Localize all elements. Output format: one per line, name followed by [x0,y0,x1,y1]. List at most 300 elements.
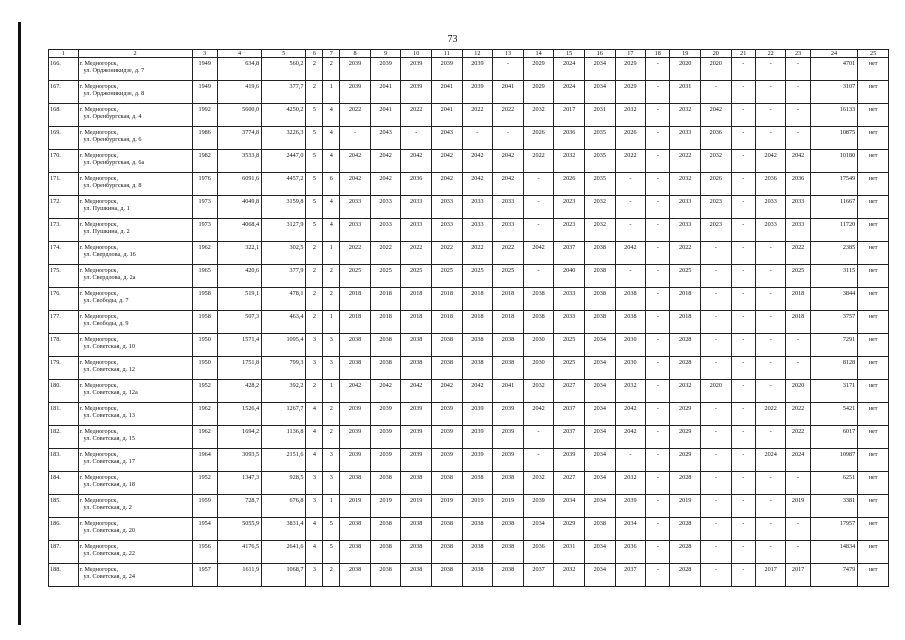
address-street: ул. Советская, д. 12 [83,366,135,374]
value-cell: 2041 [370,81,401,104]
address-city: г. Медногорск, [79,382,118,389]
total-cost-cell: 3381 [810,495,857,518]
value-cell: 2038 [340,518,371,541]
total-cost-cell: 8128 [810,357,857,380]
value-cell: - [755,311,786,334]
value-cell: 2042 [462,150,493,173]
address-street: ул. Советская, д. 24 [83,573,135,581]
column-number-cell: 3 [192,50,217,58]
column-number-cell: 16 [584,50,615,58]
value-cell: 1952 [192,380,217,403]
value-cell: 2038 [493,334,524,357]
value-cell: 2022 [401,242,432,265]
value-cell: 2038 [401,541,432,564]
address-city: г. Медногорск, [79,290,118,297]
value-cell: - [615,196,646,219]
value-cell: 1956 [192,541,217,564]
value-cell: 4 [306,403,323,426]
column-number-cell: 25 [858,50,889,58]
value-cell: 463,4 [262,311,306,334]
value-cell: - [646,564,670,587]
value-cell: - [731,518,755,541]
value-cell: 2032 [584,219,615,242]
value-cell: 2037 [554,403,585,426]
value-cell: 2 [306,58,323,81]
value-cell: 2039 [615,495,646,518]
value-cell: 6091,6 [217,173,261,196]
value-cell: - [701,403,732,426]
address-street: ул. Советская, д. 18 [83,481,135,489]
value-cell: - [755,127,786,150]
column-number-cell: 23 [786,50,810,58]
row-number-cell: 166. [49,58,79,81]
value-cell: 2038 [584,311,615,334]
value-cell: 377,7 [262,81,306,104]
value-cell: - [646,357,670,380]
row-number-cell: 168. [49,104,79,127]
address-cell [78,265,192,288]
value-cell: - [731,81,755,104]
value-cell: 2022 [523,150,554,173]
address-street: ул. Советская, д. 10 [83,343,135,351]
value-cell: - [731,541,755,564]
value-cell: - [701,472,732,495]
value-cell: 2039 [493,449,524,472]
value-cell: 2042 [615,403,646,426]
value-cell: 2038 [493,357,524,380]
value-cell: 1959 [192,495,217,518]
address-street: ул. Советская, д. 12а [83,389,138,397]
value-cell: - [701,426,732,449]
value-cell: 2042 [462,173,493,196]
value-cell: - [755,357,786,380]
value-cell: 2038 [462,334,493,357]
value-cell: 2032 [523,104,554,127]
value-cell: 2038 [401,334,432,357]
address-cell [78,104,192,127]
value-cell: - [755,242,786,265]
value-cell: 2039 [340,403,371,426]
column-number-cell: 6 [306,50,323,58]
value-cell: 2032 [554,150,585,173]
value-cell: 1986 [192,127,217,150]
housing-register-table [48,49,889,587]
value-cell: 2034 [584,58,615,81]
value-cell: - [755,288,786,311]
value-cell: 377,9 [262,265,306,288]
value-cell: 2018 [786,288,810,311]
value-cell: 2033 [431,219,462,242]
row-number-cell: 170. [49,150,79,173]
value-cell: 2028 [670,334,701,357]
table-row [49,288,889,311]
column-number-cell: 10 [401,50,432,58]
value-cell: 2025 [493,265,524,288]
value-cell: 2042 [493,173,524,196]
value-cell: 2034 [584,380,615,403]
value-cell: 2038 [493,518,524,541]
value-cell: 2031 [670,81,701,104]
value-cell: 2033 [554,311,585,334]
value-cell: 6 [323,173,340,196]
address-cell [78,127,192,150]
value-cell: - [523,173,554,196]
value-cell: - [755,380,786,403]
value-cell: - [493,58,524,81]
value-cell: 507,3 [217,311,261,334]
value-cell: 2022 [462,104,493,127]
value-cell: 2039 [493,403,524,426]
value-cell: 2018 [370,288,401,311]
value-cell: 2025 [554,334,585,357]
value-cell: 2018 [340,311,371,334]
value-cell: 5 [306,196,323,219]
value-cell: 3 [323,357,340,380]
value-cell: 2018 [786,311,810,334]
value-cell: 2038 [370,357,401,380]
value-cell: 2038 [340,357,371,380]
column-number-cell: 4 [217,50,261,58]
value-cell: - [646,380,670,403]
value-cell: 2036 [786,173,810,196]
value-cell: 2 [323,58,340,81]
address-street: ул. Оренбургская, д. 4 [83,113,142,121]
row-number-cell: 186. [49,518,79,541]
address-street: ул. Свободы, д. 7 [83,297,129,305]
value-cell: 1973 [192,196,217,219]
value-cell: - [523,219,554,242]
address-cell [78,472,192,495]
value-cell: - [731,311,755,334]
value-cell: 2019 [786,495,810,518]
value-cell: 2033 [670,196,701,219]
value-cell: 2035 [584,173,615,196]
value-cell: 2033 [493,219,524,242]
value-cell: 2020 [786,380,810,403]
value-cell: - [701,449,732,472]
value-cell: 2026 [615,127,646,150]
address-city: г. Медногорск, [79,566,118,573]
table-row [49,265,889,288]
row-number-cell: 185. [49,495,79,518]
address-cell [78,219,192,242]
row-number-cell: 173. [49,219,79,242]
value-cell: - [523,426,554,449]
value-cell: - [646,150,670,173]
row-number-cell: 171. [49,173,79,196]
value-cell: 2024 [554,81,585,104]
value-cell: - [646,242,670,265]
value-cell: - [646,58,670,81]
value-cell: 2018 [670,311,701,334]
column-number-cell: 1 [49,50,79,58]
address-city: г. Медногорск, [79,106,118,113]
value-cell: 1 [323,495,340,518]
value-cell: 2022 [786,403,810,426]
address-city: г. Медногорск, [79,244,118,251]
value-cell: 1347,3 [217,472,261,495]
status-cell: нет [858,196,889,219]
value-cell: 2032 [554,564,585,587]
table-row [49,150,889,173]
value-cell: 2039 [340,426,371,449]
table-row [49,403,889,426]
table-row [49,564,889,587]
value-cell: 2018 [401,288,432,311]
value-cell: 2019 [493,495,524,518]
value-cell: 2039 [431,58,462,81]
value-cell: 2030 [615,357,646,380]
value-cell: 2018 [431,311,462,334]
address-street: ул. Оренбургская, д. 8 [83,182,142,190]
value-cell: 2042 [340,173,371,196]
value-cell: 2022 [615,150,646,173]
value-cell: 2033 [462,196,493,219]
status-cell: нет [858,150,889,173]
address-street: ул. Советская, д. 17 [83,458,135,466]
value-cell: 2038 [493,564,524,587]
value-cell: 2042 [401,150,432,173]
value-cell: 2018 [431,288,462,311]
value-cell: 2017 [786,564,810,587]
status-cell: нет [858,518,889,541]
address-cell [78,426,192,449]
total-cost-cell: 10987 [810,449,857,472]
value-cell: 5 [306,150,323,173]
value-cell: 2039 [554,449,585,472]
value-cell: 3 [323,472,340,495]
value-cell: 2038 [615,311,646,334]
row-number-cell: 178. [49,334,79,357]
value-cell: - [786,127,810,150]
value-cell: 2039 [431,449,462,472]
total-cost-cell: 5421 [810,403,857,426]
address-cell [78,58,192,81]
address-cell [78,380,192,403]
value-cell: 1962 [192,426,217,449]
address-street: ул. Пушкина, д. 1 [83,205,130,213]
address-city: г. Медногорск, [79,221,118,228]
status-cell: нет [858,173,889,196]
value-cell: 2022 [340,104,371,127]
value-cell: 5 [323,518,340,541]
row-number-cell: 188. [49,564,79,587]
left-margin-rule [18,22,21,625]
table-row [49,380,889,403]
value-cell: 4049,8 [217,196,261,219]
value-cell: 1095,4 [262,334,306,357]
value-cell: - [615,265,646,288]
value-cell: 2038 [431,334,462,357]
value-cell: 3774,8 [217,127,261,150]
value-cell: 478,1 [262,288,306,311]
value-cell: 2025 [340,265,371,288]
value-cell: - [786,334,810,357]
value-cell: 2033 [755,196,786,219]
value-cell: 2039 [462,426,493,449]
value-cell: 2032 [615,380,646,403]
address-cell [78,518,192,541]
value-cell: 2042 [431,173,462,196]
value-cell: 3226,3 [262,127,306,150]
address-city: г. Медногорск, [79,520,118,527]
value-cell: 2038 [584,242,615,265]
value-cell: 2038 [340,334,371,357]
value-cell: 2033 [401,196,432,219]
value-cell: 2024 [786,449,810,472]
value-cell: 2032 [701,150,732,173]
address-cell [78,403,192,426]
address-cell [78,495,192,518]
value-cell: 2022 [370,242,401,265]
total-cost-cell: 6251 [810,472,857,495]
value-cell: 2033 [401,219,432,242]
value-cell: - [646,518,670,541]
value-cell: - [646,288,670,311]
value-cell: - [646,104,670,127]
value-cell: - [731,150,755,173]
value-cell: 2034 [584,403,615,426]
value-cell: 5 [306,127,323,150]
value-cell: - [786,81,810,104]
value-cell: - [731,472,755,495]
value-cell: 2034 [584,449,615,472]
value-cell: 2038 [584,288,615,311]
value-cell: 2041 [370,104,401,127]
total-cost-cell: 10180 [810,150,857,173]
value-cell: 2 [306,380,323,403]
address-street: ул. Орджоникидзе, д. 7 [83,67,145,75]
value-cell: - [731,426,755,449]
value-cell: 2023 [701,196,732,219]
value-cell: - [786,357,810,380]
value-cell: 2038 [370,541,401,564]
value-cell: 4250,2 [262,104,306,127]
value-cell: - [646,173,670,196]
value-cell: 2027 [554,472,585,495]
row-number-cell: 184. [49,472,79,495]
value-cell: 1957 [192,564,217,587]
value-cell: 1958 [192,288,217,311]
value-cell: - [731,219,755,242]
value-cell: 2 [323,564,340,587]
status-cell: нет [858,219,889,242]
value-cell: - [731,495,755,518]
column-number-cell: 12 [462,50,493,58]
value-cell: 2038 [340,472,371,495]
value-cell: 2042 [431,150,462,173]
value-cell: 2017 [554,104,585,127]
value-cell: 2025 [401,265,432,288]
value-cell: 1962 [192,403,217,426]
value-cell: 2042 [340,150,371,173]
value-cell: 5 [306,173,323,196]
value-cell: 1136,8 [262,426,306,449]
value-cell: - [755,334,786,357]
value-cell: 2039 [340,449,371,472]
value-cell: - [755,58,786,81]
value-cell: 2023 [554,219,585,242]
status-cell: нет [858,449,889,472]
value-cell: 2020 [701,380,732,403]
value-cell: 2024 [554,58,585,81]
value-cell: 2029 [670,449,701,472]
value-cell: 2042 [701,104,732,127]
address-city: г. Медногорск, [79,83,118,90]
address-city: г. Медногорск, [79,474,118,481]
value-cell: 2031 [554,541,585,564]
row-number-cell: 180. [49,380,79,403]
value-cell: - [646,403,670,426]
total-cost-cell: 4701 [810,58,857,81]
row-number-cell: 183. [49,449,79,472]
address-city: г. Медногорск, [79,129,118,136]
value-cell: - [646,449,670,472]
address-cell [78,150,192,173]
total-cost-cell: 16133 [810,104,857,127]
value-cell: 2 [323,265,340,288]
value-cell: 2022 [786,242,810,265]
value-cell: 1267,7 [262,403,306,426]
value-cell: 2042 [523,242,554,265]
value-cell: 2026 [554,173,585,196]
value-cell: 2039 [340,81,371,104]
value-cell: - [731,242,755,265]
value-cell: - [701,541,732,564]
value-cell: - [731,288,755,311]
value-cell: 2039 [401,426,432,449]
value-cell: 2038 [462,472,493,495]
value-cell: 2038 [370,518,401,541]
row-number-cell: 177. [49,311,79,334]
row-number-cell: 182. [49,426,79,449]
table-row [49,518,889,541]
value-cell: - [731,334,755,357]
value-cell: 2029 [670,403,701,426]
value-cell: - [755,541,786,564]
value-cell: 2023 [554,196,585,219]
value-cell: 2039 [523,495,554,518]
value-cell: 2033 [786,196,810,219]
value-cell: 2036 [615,541,646,564]
value-cell: 2028 [670,518,701,541]
address-street: ул. Советская, д. 22 [83,550,135,558]
value-cell: 2019 [462,495,493,518]
column-number-cell: 22 [755,50,786,58]
address-street: ул. Советская, д. 2 [83,504,132,512]
row-number-cell: 175. [49,265,79,288]
value-cell: 1068,7 [262,564,306,587]
value-cell: 1949 [192,58,217,81]
value-cell: 1611,9 [217,564,261,587]
value-cell: 2022 [670,150,701,173]
address-street: ул. Советская, д. 20 [83,527,135,535]
address-cell [78,173,192,196]
value-cell: 2038 [431,357,462,380]
value-cell: 676,8 [262,495,306,518]
value-cell: 2032 [523,472,554,495]
value-cell: 2032 [615,104,646,127]
value-cell: 2041 [493,81,524,104]
column-number-cell: 21 [731,50,755,58]
value-cell: 2042 [340,380,371,403]
value-cell: 2025 [786,265,810,288]
value-cell: - [731,357,755,380]
value-cell: 2036 [523,541,554,564]
value-cell: 2022 [462,242,493,265]
value-cell: 2019 [370,495,401,518]
value-cell: 3 [306,334,323,357]
